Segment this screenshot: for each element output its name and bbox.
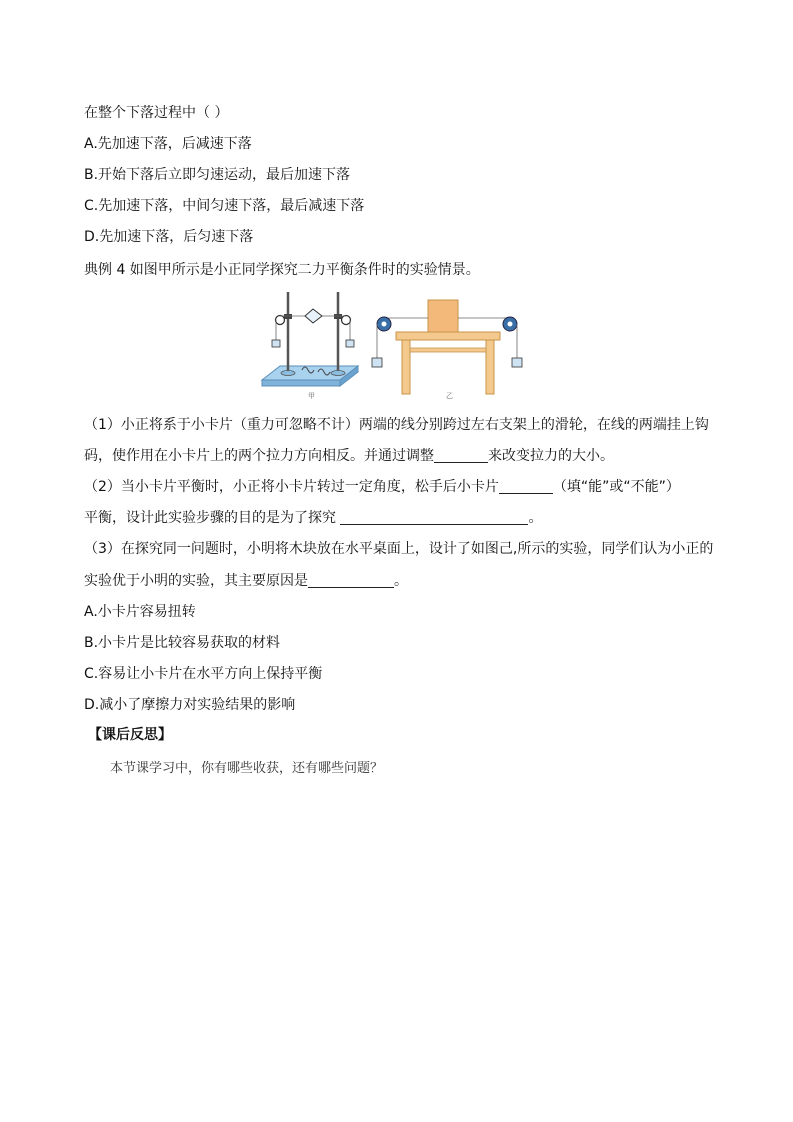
part3-option-b: B.小卡片是比较容易获取的材料 [84,635,281,651]
table-top [396,332,500,340]
answer-blank-1[interactable] [434,448,488,463]
reflection-prompt: 本节课学习中，你有哪些收获，还有哪些问题？ [110,761,384,776]
part1-text-a: 码，使作用在小卡片上的两个拉力方向相反。并通过调整 [84,448,434,464]
right-weight-b [512,358,522,367]
option-b: B.开始下落后立即匀速运动，最后加速下落 [84,167,351,183]
option-a: A.先加速下落，后减速下落 [84,136,252,152]
base-board-edge [262,380,340,386]
part1-line2 [84,447,614,465]
table-leg-right [486,340,494,394]
small-card [305,309,322,323]
right-pulley [342,316,351,325]
part2-line2 [84,509,542,527]
left-weight [272,340,280,347]
part1-line1: （1）小正将系于小卡片（重力可忽略不计）两端的线分别跨过左右支架上的滑轮，在线的两端挂上钩 [84,417,709,433]
part3-line2 [84,572,408,590]
answer-blank-4[interactable] [308,573,394,588]
label-yi: 乙 [446,392,453,400]
part2-text-c: 平衡，设计此实验步骤的目的是为了探究 [84,510,336,526]
experiment-figure [258,288,533,400]
option-d: D.先加速下落，后匀速下落 [84,229,254,245]
answer-blank-2[interactable] [499,479,553,494]
question-stem: 在整个下落过程中（ ） [84,105,229,121]
left-pulley [276,316,285,325]
part3-option-a: A.小卡片容易扭转 [84,604,196,620]
part3-option-d: D.减小了摩擦力对实验结果的影响 [84,697,296,713]
part2-line1 [84,478,680,496]
example-title: 典例 4 如图甲所示是小正同学探究二力平衡条件时的实验情景。 [84,262,480,278]
part2-text-d: 。 [528,510,543,526]
part3-line1: （3）在探究同一问题时，小明将木块放在水平桌面上，设计了如图己,所示的实验，同学们认为小正的 [84,541,714,557]
label-jia: 甲 [308,392,315,400]
part2-text-a: （2）当小卡片平衡时，小正将小卡片转过一定角度，松手后小卡片 [84,479,499,495]
part3-text-b: 。 [394,573,408,589]
wooden-block [428,300,458,332]
left-weight-b [372,358,382,367]
part3-text-a: 实验优于小明的实验，其主要原因是 [84,573,308,589]
part3-option-c: C.容易让小卡片在水平方向上保持平衡 [84,666,323,682]
section-heading: 【课后反思】 [88,727,172,743]
part2-text-b: （填“能”或“不能”） [552,479,680,495]
answer-blank-3[interactable] [340,510,528,525]
part1-text-b: 来改变拉力的大小。 [488,448,614,464]
right-weight [346,340,354,347]
table-leg-left [402,340,410,394]
option-c: C.先加速下落，中间匀速下落，最后减速下落 [84,198,365,214]
